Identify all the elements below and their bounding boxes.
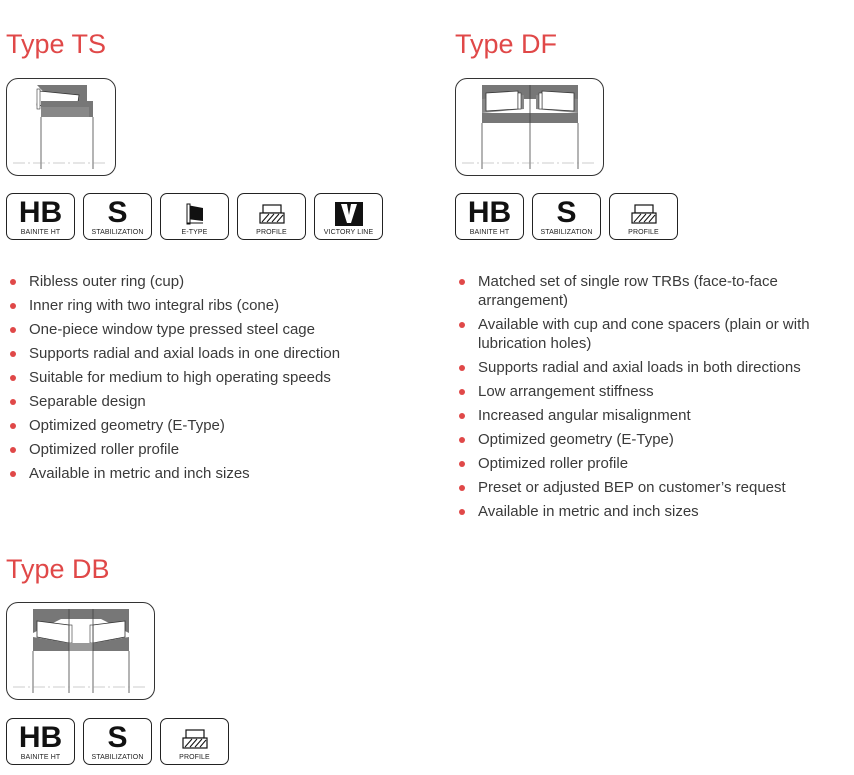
- list-item: Increased angular misalignment: [455, 406, 847, 425]
- badge-bainite-ht: [6, 193, 75, 240]
- badge-caption: PROFILE: [628, 229, 659, 236]
- badge-stabilization: [83, 718, 152, 765]
- list-item: Low arrangement stiffness: [455, 382, 847, 401]
- bearing-cross-section-icon: [456, 79, 603, 175]
- list-item: One-piece window type pressed steel cage: [6, 320, 426, 339]
- badge-mark: HB: [18, 721, 63, 754]
- badge-mark: S: [556, 196, 577, 229]
- badge-caption: BAINITE HT: [20, 754, 61, 761]
- list-item: Optimized roller profile: [455, 454, 847, 473]
- badge-caption: STABILIZATION: [91, 229, 144, 236]
- badge-profile: [609, 193, 678, 240]
- badge-profile: [237, 193, 306, 240]
- badge-caption: E-TYPE: [181, 229, 208, 236]
- badge-bainite-ht: [455, 193, 524, 240]
- list-item: Supports radial and axial loads in one direction: [6, 344, 426, 363]
- badge-bainite-ht: [6, 718, 75, 765]
- section-type-db: [6, 520, 426, 775]
- badge-caption: STABILIZATION: [540, 229, 593, 236]
- badge-mark: S: [107, 721, 128, 754]
- list-item: Available in metric and inch sizes: [455, 502, 847, 521]
- badge-caption: BAINITE HT: [20, 229, 61, 236]
- list-item: Optimized roller profile: [6, 440, 426, 459]
- bearing-diagram-df: [455, 78, 604, 176]
- bearing-diagram-ts: [6, 78, 116, 176]
- badge-caption: PROFILE: [256, 229, 287, 236]
- badge-mark: HB: [467, 196, 512, 229]
- section-title: Type TS: [6, 29, 107, 59]
- section-title: Type DB: [6, 554, 110, 584]
- list-item: Ribless outer ring (cup): [6, 272, 426, 291]
- badge-caption: STABILIZATION: [91, 754, 144, 761]
- section-type-ts: [6, 0, 426, 500]
- list-item: Available with cup and cone spacers (plain or with lubrication holes): [455, 315, 847, 353]
- list-item: Preset or adjusted BEP on customer’s request: [455, 478, 847, 497]
- badge-caption: BAINITE HT: [469, 229, 510, 236]
- bearing-cross-section-icon: [7, 79, 115, 175]
- badge-caption: VICTORY LINE: [323, 229, 374, 236]
- profile-icon: [161, 720, 228, 756]
- profile-icon: [610, 195, 677, 231]
- list-item: Available in metric and inch sizes: [6, 464, 426, 483]
- feature-list: [455, 272, 847, 526]
- badge-victory-line: [314, 193, 383, 240]
- badge-caption: PROFILE: [179, 754, 210, 761]
- section-type-df: [455, 0, 850, 540]
- bearing-diagram-db: [6, 602, 155, 700]
- feature-list: [6, 272, 426, 488]
- list-item: Optimized geometry (E-Type): [6, 416, 426, 435]
- badge-mark: HB: [18, 196, 63, 229]
- badge-stabilization: [532, 193, 601, 240]
- badge-stabilization: [83, 193, 152, 240]
- badge-profile: [160, 718, 229, 765]
- bearing-cross-section-icon: [7, 603, 154, 699]
- list-item: Supports radial and axial loads in both directions: [455, 358, 847, 377]
- profile-icon: [238, 195, 305, 231]
- badge-mark: S: [107, 196, 128, 229]
- list-item: Suitable for medium to high operating speeds: [6, 368, 426, 387]
- victory-line-icon: [315, 195, 382, 231]
- e-type-icon: [161, 195, 228, 231]
- list-item: Inner ring with two integral ribs (cone): [6, 296, 426, 315]
- list-item: Matched set of single row TRBs (face-to-face arrangement): [455, 272, 847, 310]
- section-title: Type DF: [455, 29, 558, 59]
- list-item: Separable design: [6, 392, 426, 411]
- list-item: Optimized geometry (E-Type): [455, 430, 847, 449]
- badge-e-type: [160, 193, 229, 240]
